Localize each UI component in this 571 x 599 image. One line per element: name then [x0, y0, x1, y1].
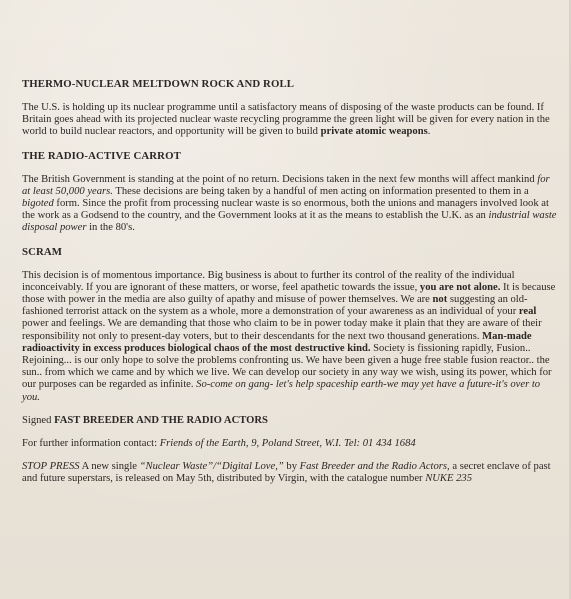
text-run: This decision is of momentous importance. Big business is about to further its control of the reality of the individual inconceivably. If you are ignorant of these matters, or worse, feel apathetic towards the issue, — [22, 269, 515, 293]
signatory-name: FAST BREEDER AND THE RADIO ACTORS — [54, 414, 268, 426]
text-run: The British Government is standing at the point of no return. Decisions taken in the next few months will affect mankind — [22, 173, 538, 185]
stop-press-paragraph — [22, 461, 560, 485]
artist-name: Fast Breeder and the Radio Actors, — [299, 461, 450, 473]
text-run: Signed — [22, 414, 55, 426]
text-run: form. Since the profit from processing nuclear waste is so enormous, both the unions and managers involved look at the work as a Godsend to the country, and the Government looks at it as the means to establish the U.K. as an — [22, 198, 549, 222]
bold-run: real — [518, 306, 537, 318]
bold-run: private atomic weapons — [320, 126, 428, 138]
single-title: “Nuclear Waste”/“Digital Love,” — [139, 461, 284, 473]
contact-details: Friends of the Earth, 9, Poland Street, W.I. Tel: 01 434 1684 — [159, 438, 416, 450]
bold-run: you are not alone. — [419, 281, 501, 293]
text-run: A new single — [79, 461, 140, 473]
text-run: suggesting an old-fashioned terrorist attack on the system as a whole, more a demonstration of your awareness as an individual of your — [22, 294, 528, 318]
text-run: power and feelings. We are demanding that those who claim to be in power today make it plain that they are aware of their responsibility not only to present-day voters, but to their descendants for the next two thousand generations. — [22, 318, 542, 342]
italic-run: bigoted — [22, 198, 54, 210]
text-run: by — [283, 461, 300, 473]
paragraph-meltdown — [22, 102, 560, 139]
document-body — [22, 78, 560, 497]
text-run: The U.S. is holding up its nuclear programme until a satisfactory means of disposing of the waste products can be found. If Britain goes ahead with its projected nuclear waste recycling programme the green light will be given for every nation in the world to build nuclear reactors, and opportunity will be given to build — [22, 102, 550, 138]
catalogue-number: NUKE 235 — [425, 473, 473, 485]
text-run: It is because those with power in the media are also guilty of apathy and misuse of power themselves. We are — [22, 281, 556, 306]
bold-run: not — [432, 294, 448, 306]
italic-run: for at least 50,000 years. — [22, 173, 550, 197]
text-run: Society is fissioning rapidly, Fusion.. Rejoining... is our only hope to solve the problems confronting us. We have been given a huge free stable fusion reactor.. the sun.. from which we came and by which we live. We can develop our society in any way we wish, using its power, which for our purposes can be regarded as infinite. — [22, 342, 552, 391]
text-run: For further information contact: — [22, 438, 160, 450]
paragraph-carrot — [22, 174, 560, 235]
heading-carrot: THE RADIO-ACTIVE CARROT — [22, 149, 181, 162]
text-run: a secret enclave of past and future superstars, is released on May 5th, distributed by Virgin, with the catalogue number — [22, 461, 551, 485]
heading-scram: SCRAM — [22, 245, 63, 258]
heading-meltdown: THERMO-NUCLEAR MELTDOWN ROCK AND ROLL — [22, 78, 295, 90]
stop-press-label: STOP PRESS — [22, 461, 80, 473]
bold-run: Man-made radioactivity in excess produces biological chaos of the most destructive kind. — [22, 330, 532, 354]
italic-run: industrial waste disposal power — [22, 210, 557, 234]
text-run: . — [427, 126, 431, 138]
contact-line — [22, 438, 560, 450]
italic-run: So-come on gang- let's help spaceship earth-we may yet have a future-it's over to you. — [22, 379, 541, 403]
signature-line — [22, 415, 560, 427]
paragraph-scram — [22, 270, 560, 404]
text-run: in the 80's. — [86, 222, 135, 234]
text-run: These decisions are being taken by a handful of men acting on information presented to them in a — [112, 185, 529, 197]
